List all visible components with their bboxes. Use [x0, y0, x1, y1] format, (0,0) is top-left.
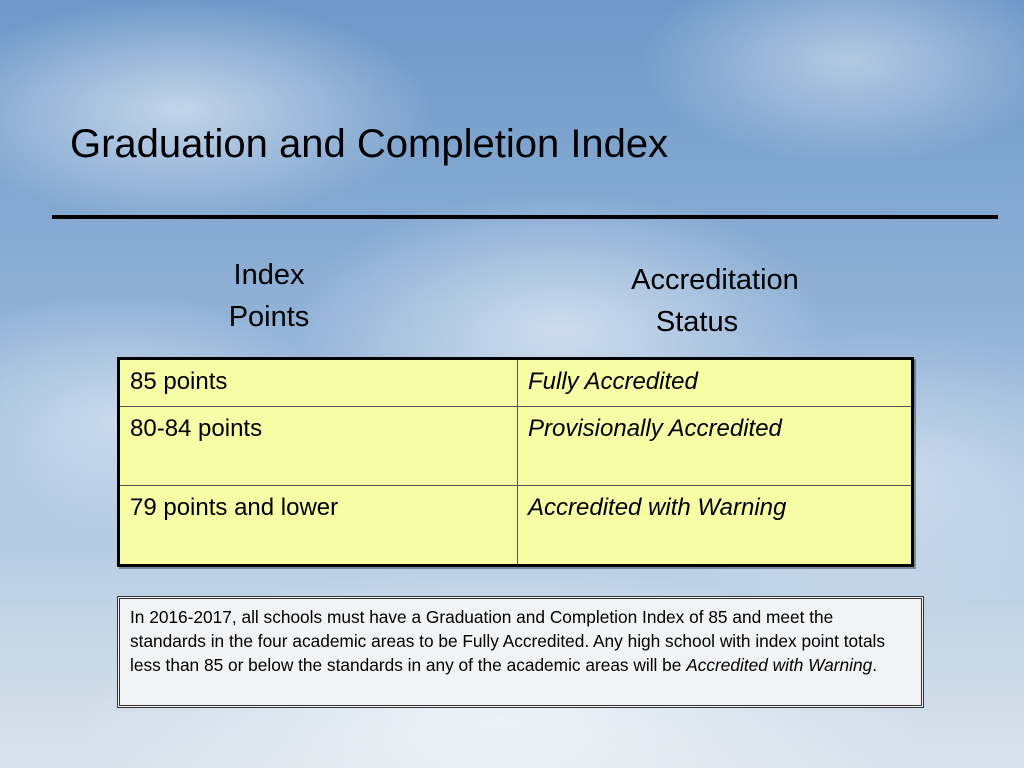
accreditation-status-cell: Accredited with Warning: [518, 486, 913, 566]
table-row: [119, 359, 913, 407]
policy-note-box: [117, 596, 924, 708]
index-points-header-line2: Points: [228, 301, 310, 333]
accreditation-status-cell: Provisionally Accredited: [518, 407, 913, 486]
index-points-header-line1: Index: [233, 259, 305, 291]
index-points-cell: 79 points and lower: [119, 486, 518, 566]
index-points-header: [200, 254, 338, 338]
table-row: [119, 407, 913, 486]
accreditation-status-header-line1: Accreditation: [631, 264, 799, 296]
policy-note-text: In 2016-2017, all schools must have a Graduation and Completion Index of 85 and meet the standards in the four academic areas to be Fully Accredited. Any high school with index point totals less than 85 or below the standards in any of the academic areas will be: [130, 607, 886, 675]
table-row: [119, 486, 913, 566]
title-divider: [52, 215, 998, 219]
index-points-cell: 85 points: [119, 359, 518, 407]
accreditation-status-header: [600, 259, 830, 343]
accreditation-table: [117, 357, 914, 567]
policy-note-end: .: [872, 655, 878, 675]
accreditation-status-cell: Fully Accredited: [518, 359, 913, 407]
index-points-cell: 80-84 points: [119, 407, 518, 486]
policy-note-emphasis: Accredited with Warning: [686, 655, 873, 675]
accreditation-status-header-line2: Status: [655, 306, 739, 338]
slide-title: Graduation and Completion Index: [70, 122, 669, 166]
